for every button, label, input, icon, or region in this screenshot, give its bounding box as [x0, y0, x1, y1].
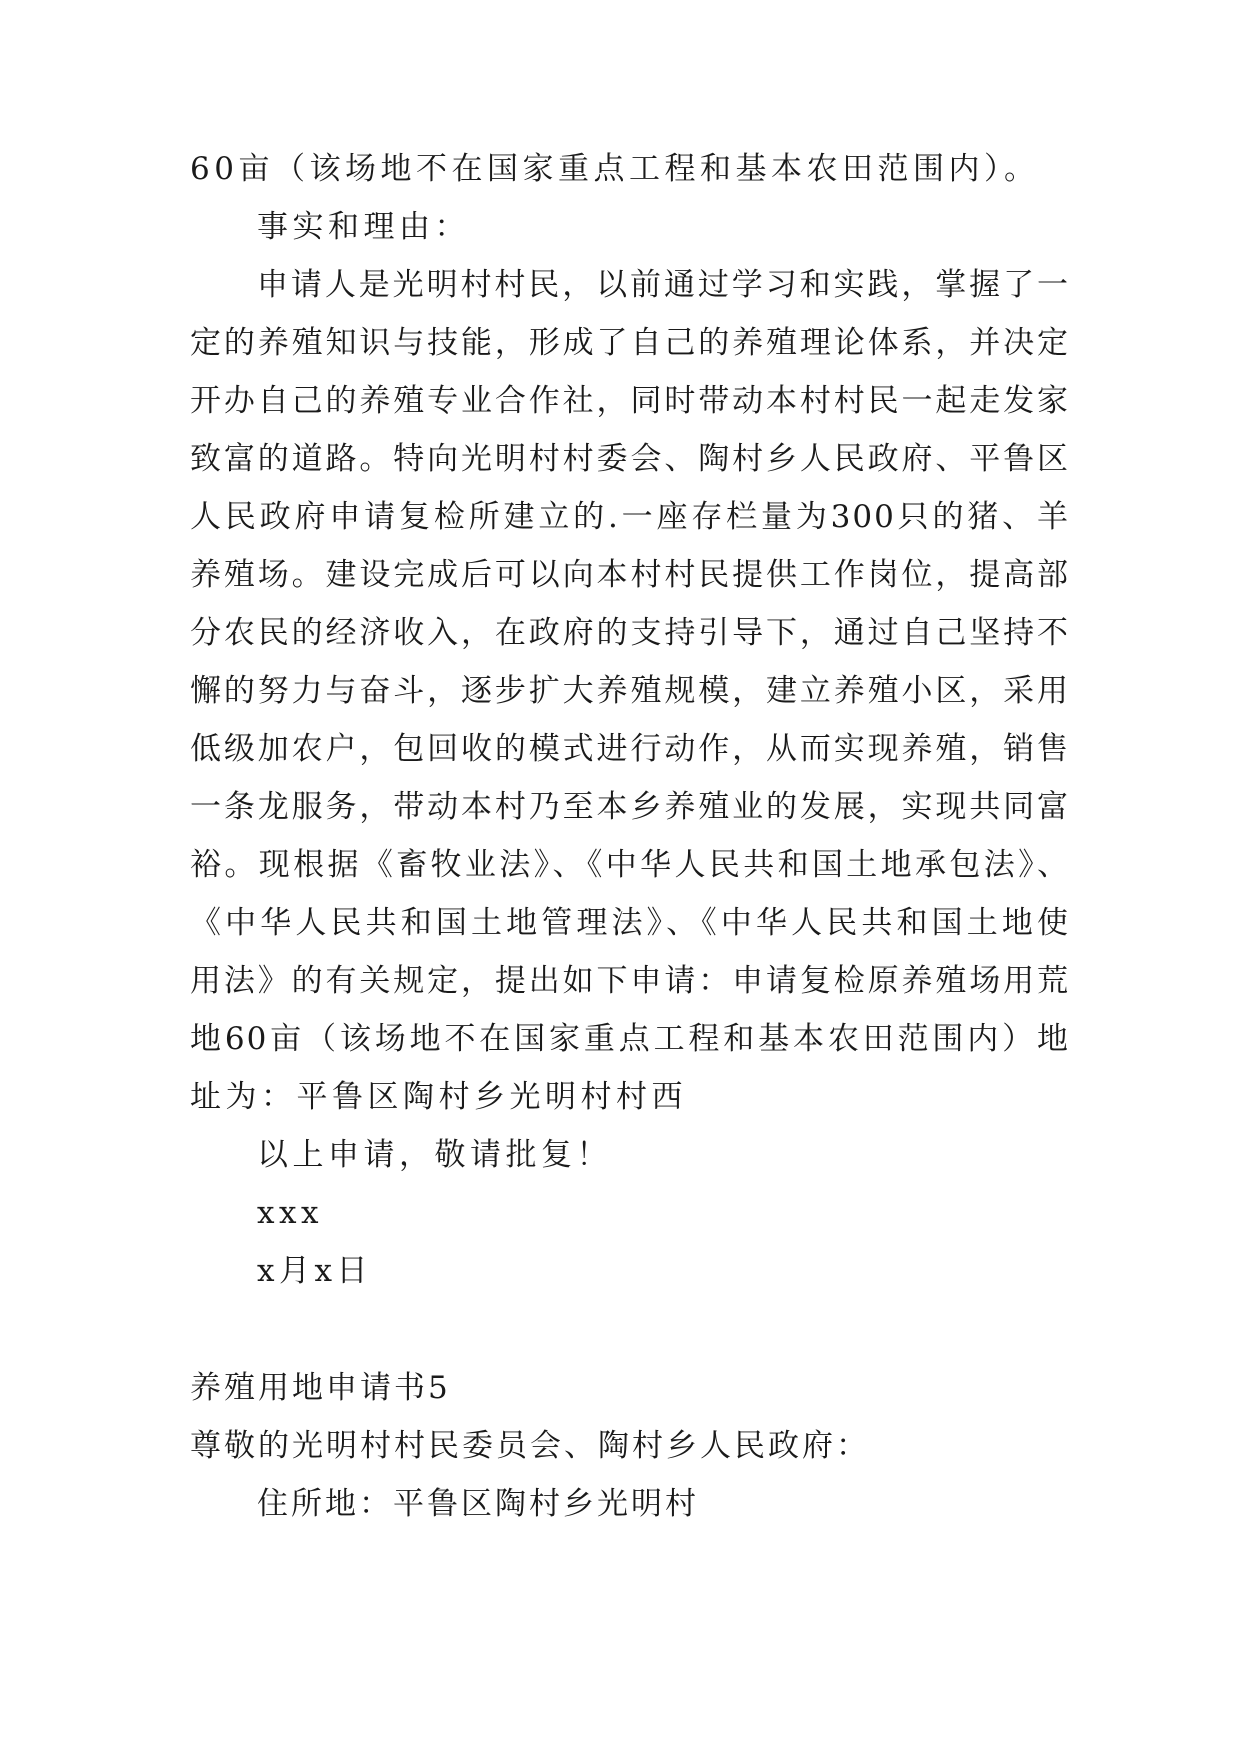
text-line: 申请人是光明村村民，以前通过学习和实践，掌握了一 [257, 267, 1070, 303]
text-line: 开办自己的养殖专业合作社，同时带动本村村民一起走发家 [190, 383, 1070, 419]
text-line: 懈的努力与奋斗，逐步扩大养殖规模，建立养殖小区，采用 [190, 673, 1070, 709]
signature-name: xxx [257, 1195, 323, 1231]
text-line: 人民政府申请复检所建立的.一座存栏量为300只的猪、羊 [190, 499, 1070, 535]
text-line: 《中华人民共和国土地管理法》、《中华人民共和国土地使 [190, 905, 1070, 941]
section-title: 养殖用地申请书5 [190, 1370, 451, 1406]
signature-date: x月x日 [257, 1253, 372, 1289]
text-line: 60亩（该场地不在国家重点工程和基本农田范围内）。 [190, 151, 1040, 187]
text-line: 一条龙服务，带动本村乃至本乡养殖业的发展，实现共同富 [190, 789, 1070, 825]
text-line: 住所地：平鲁区陶村乡光明村 [257, 1486, 699, 1522]
text-line: 裕。现根据《畜牧业法》、《中华人民共和国土地承包法》、 [190, 847, 1070, 883]
text-line: 分农民的经济收入，在政府的支持引导下，通过自己坚持不 [190, 615, 1070, 651]
text-line: 低级加农户，包回收的模式进行动作，从而实现养殖，销售 [190, 731, 1070, 767]
text-line: 以上申请，敬请批复！ [257, 1137, 612, 1173]
text-line: 事实和理由： [257, 209, 470, 245]
text-line: 致富的道路。特向光明村村委会、陶村乡人民政府、平鲁区 [190, 441, 1070, 477]
text-line: 定的养殖知识与技能，形成了自己的养殖理论体系，并决定 [190, 325, 1070, 361]
text-line: 址为：平鲁区陶村乡光明村村西 [190, 1079, 687, 1115]
text-line: 养殖场。建设完成后可以向本村村民提供工作岗位，提高部 [190, 557, 1070, 593]
text-line: 用法》的有关规定，提出如下申请：申请复检原养殖场用荒 [190, 963, 1070, 999]
text-line: 地60亩（该场地不在国家重点工程和基本农田范围内）地 [190, 1021, 1070, 1057]
salutation: 尊敬的光明村村民委员会、陶村乡人民政府： [190, 1428, 870, 1464]
